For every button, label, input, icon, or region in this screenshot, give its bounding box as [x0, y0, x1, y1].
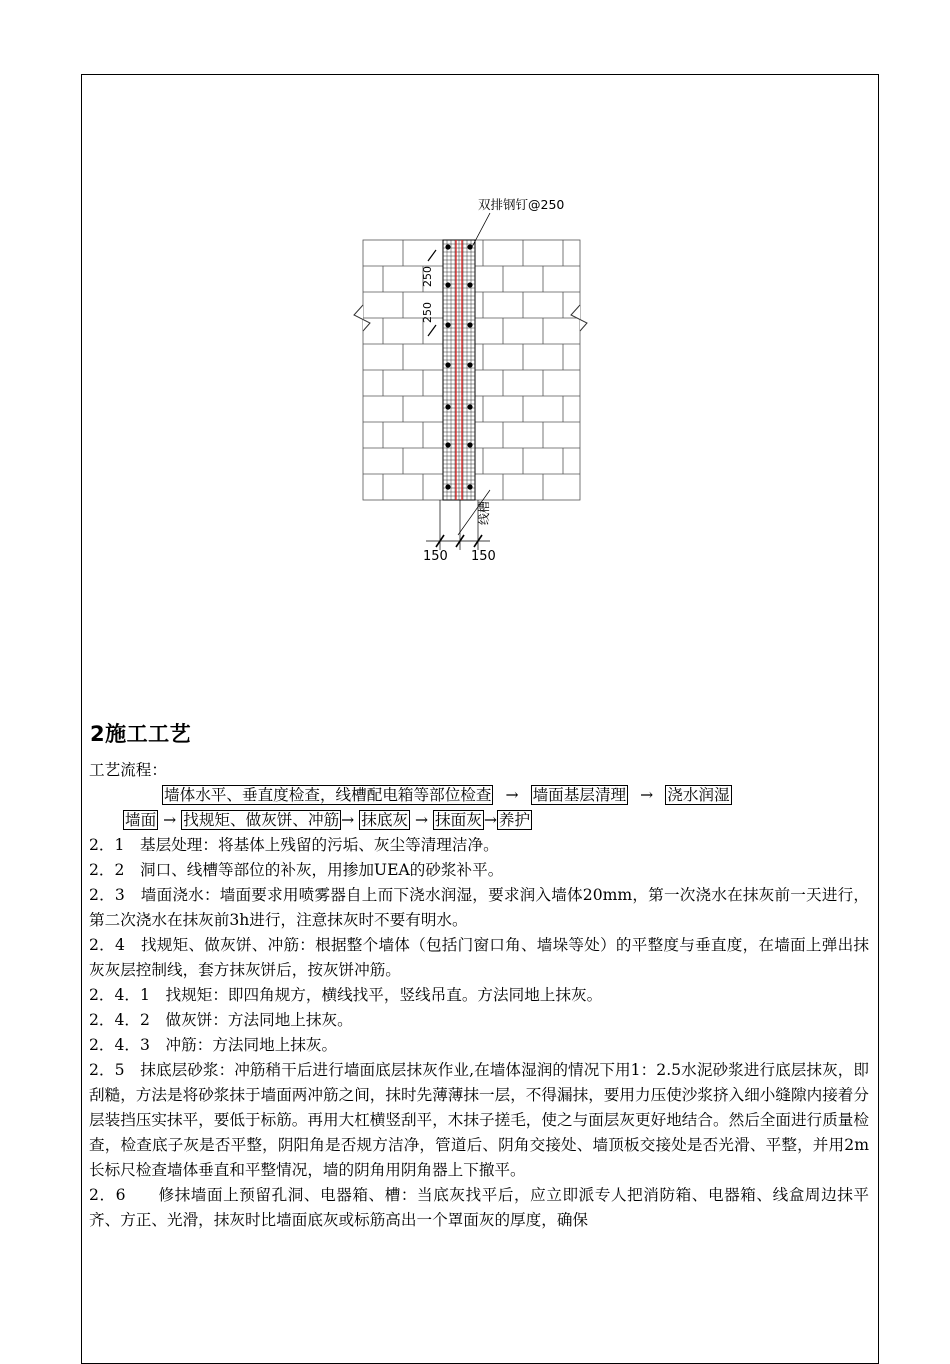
flow-step-3: 浇水润湿 [667, 786, 730, 804]
paragraph-2-4-1: 2．4．1 找规矩：即四角规方，横线找平，竖线吊直。方法同地上抹灰。 [89, 986, 603, 1004]
flow-step-7: 养护 [498, 811, 531, 829]
process-flow-line-2 [89, 808, 869, 833]
flow-arrow: → [505, 786, 519, 804]
paragraph-2-5: 2．5 抹底层砂浆：冲筋稍干后进行墙面底层抹灰作业,在墙体湿润的情况下用1：2.5水泥砂浆进行底层抹灰，即刮糙，方法是将砂浆抹于墙面两冲筋之间，抹时先薄薄抹一层，不得漏抹，要用力压使沙浆挤入细小缝隙内接着分层装挡压实抹平，要低于标筋。再用大杠横竖刮平，木抹子搓毛，使之与面层灰更好地结合。然后全面进行质量检查，检查底子灰是否平整，阴阳角是否规方洁净，管道后、阴角交接处、墙顶板交接处是否光滑、平整，并用2m长标尺检查墙体垂直和平整情况，墙的阴角用阴角器上下撤平。 [89, 1061, 869, 1179]
section-title: 2施工工艺 [90, 722, 192, 746]
flow-arrow: → [341, 811, 355, 829]
wall-channel-diagram [340, 175, 600, 575]
paragraph-2-4-3: 2．4．3 冲筋：方法同地上抹灰。 [89, 1036, 338, 1054]
flow-arrow: → [483, 811, 497, 829]
paragraph-2-4: 2．4 找规矩、做灰饼、冲筋：根据整个墙体（包括门窗口角、墙垛等处）的平整度与垂直度，在墙面上弹出抹灰灰层控制线，套方抹灰饼后，按灰饼冲筋。 [89, 936, 869, 979]
dim-left-150: 150 [423, 549, 448, 564]
paragraph-2-4-2: 2．4．2 做灰饼：方法同地上抹灰。 [89, 1011, 353, 1029]
dim-right-150: 150 [471, 549, 496, 564]
label-spacing-250-a: 250 [421, 266, 434, 287]
paragraph-2-2: 2．2 洞口、线槽等部位的补灰，用掺加UEA的砂浆补平。 [89, 861, 504, 879]
paragraph-2-6: 2．6 修抹墙面上预留孔洞、电器箱、槽：当底灰找平后，应立即派专人把消防箱、电器箱、线盒周边抹平齐、方正、光滑，抹灰时比墙面底灰或标筋高出一个罩面灰的厚度，确保 [89, 1186, 869, 1229]
flow-step-6: 抹面灰 [435, 811, 482, 829]
flow-step-1: 墙体水平、垂直度检查，线槽配电箱等部位检查 [164, 786, 492, 804]
flow-step-2: 墙面基层清理 [532, 786, 627, 804]
paragraph-2-3: 2．3 墙面浇水：墙面要求用喷雾器自上而下浇水润湿，要求润入墙体20mm，第一次浇水在抹灰前一天进行，第二次浇水在抹灰前3h进行，注意抹灰时不要有明水。 [89, 886, 869, 929]
label-double-nails: 双排钢钉@250 [478, 197, 565, 212]
flow-step-4: 找规矩、做灰饼、冲筋 [183, 811, 340, 829]
label-channel: 线槽 [477, 500, 491, 525]
process-flow-line-1 [89, 783, 869, 808]
flow-arrow: → [414, 811, 429, 829]
label-spacing-250-b: 250 [421, 302, 434, 323]
flow-arrow: → [163, 811, 177, 829]
flow-step-5: 抹底灰 [361, 811, 409, 829]
flow-step-3b: 墙面 [125, 811, 157, 829]
process-text [89, 758, 869, 1233]
process-intro: 工艺流程： [89, 761, 167, 779]
flow-arrow: → [640, 786, 654, 804]
paragraph-2-1: 2．1 基层处理：将基体上残留的污垢、灰尘等清理洁净。 [89, 836, 499, 854]
